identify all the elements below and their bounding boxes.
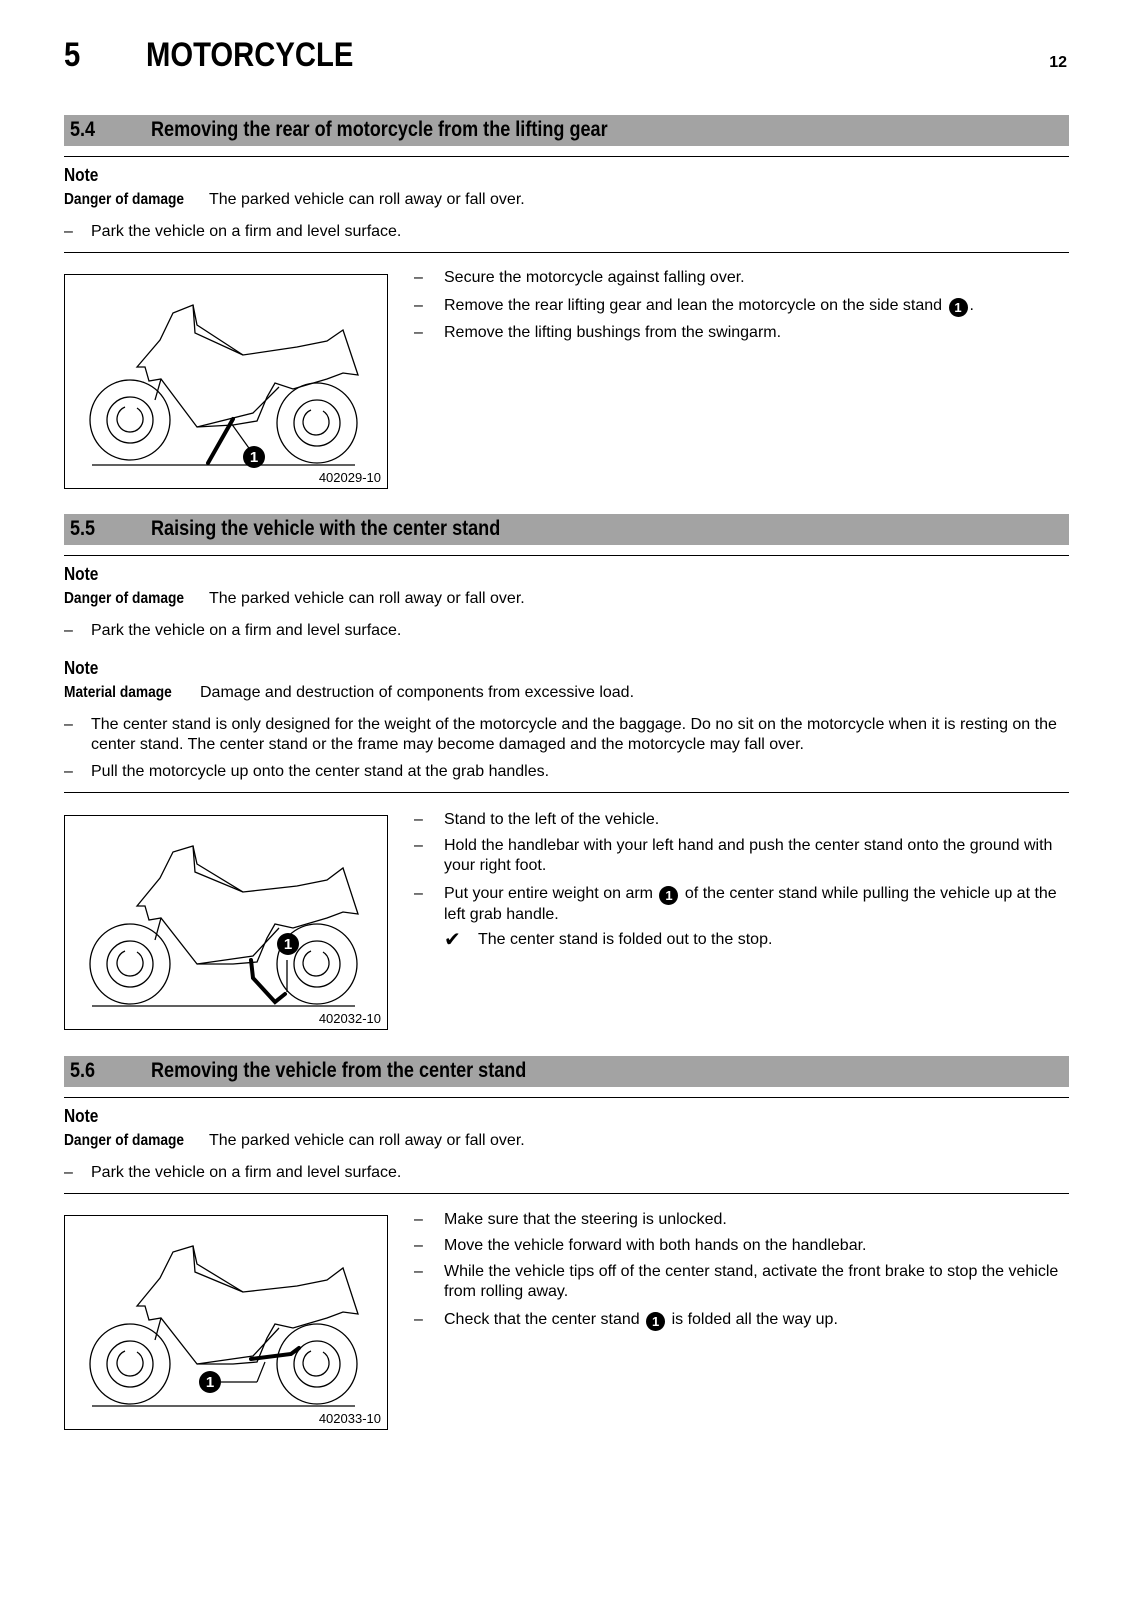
step-text: Make sure that the steering is unlocked. (444, 1211, 727, 1228)
figure-center-stand-remove (64, 1215, 388, 1430)
dash-marker: – (414, 297, 423, 314)
dash-marker: – (414, 837, 423, 854)
step-text-tail: is folded all the way up. (671, 1311, 838, 1328)
note-text: The parked vehicle can roll away or fall over. (209, 191, 525, 208)
step-item (414, 323, 1064, 343)
section-title: Removing the vehicle from the center stand (151, 1059, 527, 1082)
step-text-tail: . (969, 297, 974, 314)
dash-marker: – (414, 269, 423, 286)
step-text: Secure the motorcycle against falling over. (444, 269, 745, 286)
page-header (64, 36, 1067, 86)
step-text-with-callout (444, 296, 1064, 317)
callout-marker: 1 (249, 449, 259, 466)
note-line (64, 684, 635, 702)
section-title: Raising the vehicle with the center stand (151, 517, 501, 540)
step-text: Hold the handlebar with your left hand and push the center stand onto the ground with your right foot. (444, 837, 1053, 874)
dash-marker: – (414, 1237, 423, 1254)
step-text-with-callout (444, 884, 1064, 925)
list-item (64, 762, 1064, 782)
step-item (414, 1210, 1064, 1230)
section-number: 5.4 (70, 118, 96, 141)
dash-marker: – (414, 1211, 423, 1228)
note-line (64, 1132, 525, 1150)
callout-marker: 1 (646, 1312, 665, 1331)
step-text: Remove the rear lifting gear and lean the motorcycle on the side stand (444, 297, 943, 314)
callout-marker: 1 (205, 1374, 215, 1391)
dash-marker: – (64, 1164, 73, 1181)
list-item (64, 222, 1064, 242)
note-label: Material damage (64, 684, 172, 701)
section-heading-5-4 (64, 115, 1069, 146)
step-item (414, 1310, 1064, 1331)
step-text: Check that the center stand (444, 1311, 640, 1328)
note-line (64, 191, 525, 209)
figure-code: 402033-10 (318, 1411, 381, 1426)
dash-marker: – (414, 1263, 423, 1280)
note-line (64, 590, 525, 608)
step-item (414, 1262, 1064, 1302)
divider (64, 792, 1069, 793)
chapter-title: MOTORCYCLE (146, 36, 354, 74)
result-text: The center stand is folded out to the stop. (478, 931, 773, 948)
divider (64, 555, 1069, 556)
figure-center-stand-raise (64, 815, 388, 1030)
divider (64, 1193, 1069, 1194)
result-item (444, 930, 1064, 950)
dash-marker: – (414, 811, 423, 828)
page-number: 12 (1049, 54, 1067, 71)
dash-marker: – (64, 223, 73, 240)
chapter-number: 5 (64, 36, 81, 74)
note-heading: Note (64, 564, 99, 584)
figure-side-stand (64, 274, 388, 489)
figure-code: 402029-10 (318, 470, 381, 485)
list-item (64, 621, 1064, 641)
dash-marker: – (64, 716, 73, 733)
list-item-text: Pull the motorcycle up onto the center stand at the grab handles. (91, 763, 550, 780)
callout-marker: 1 (659, 886, 678, 905)
step-item (414, 296, 1064, 317)
note-text: The parked vehicle can roll away or fall over. (209, 590, 525, 607)
step-item (414, 810, 1064, 830)
section-heading-5-5 (64, 514, 1069, 545)
step-item (414, 268, 1064, 288)
figure-code: 402032-10 (318, 1011, 381, 1026)
note-heading: Note (64, 165, 99, 185)
checkmark-icon: ✔ (444, 929, 461, 951)
dash-marker: – (64, 763, 73, 780)
list-item-text: Park the vehicle on a firm and level surface. (91, 223, 402, 240)
callout-marker: 1 (949, 298, 968, 317)
note-label: Danger of damage (64, 1132, 185, 1149)
step-text: Remove the lifting bushings from the swingarm. (444, 324, 782, 341)
callout-marker: 1 (283, 936, 293, 953)
dash-marker: – (414, 885, 423, 902)
section-heading-5-6 (64, 1056, 1069, 1087)
divider (64, 252, 1069, 253)
dash-marker: – (64, 622, 73, 639)
note-text: Damage and destruction of components from excessive load. (200, 684, 635, 701)
step-item (414, 884, 1064, 925)
divider (64, 156, 1069, 157)
step-text: While the vehicle tips off of the center stand, activate the front brake to stop the vehicle from rolling away. (444, 1263, 1059, 1300)
list-item-text: The center stand is only designed for the weight of the motorcycle and the baggage. Do no sit on the motorcycle when it is resting on the center stand. The center stand or the frame may become damaged and the motorcycle may fall over. (91, 716, 1057, 753)
note-text: The parked vehicle can roll away or fall over. (209, 1132, 525, 1149)
motorcycle-side-stand-illustration (65, 275, 389, 490)
step-text: Move the vehicle forward with both hands on the handlebar. (444, 1237, 867, 1254)
motorcycle-center-stand-illustration (65, 816, 389, 1031)
section-number: 5.5 (70, 517, 96, 540)
list-item-text: Park the vehicle on a firm and level surface. (91, 622, 402, 639)
list-item (64, 1163, 1064, 1183)
step-text-tail: of the center stand while pulling the vehicle up at the left grab handle. (444, 885, 1057, 923)
note-label: Danger of damage (64, 590, 185, 607)
step-item (414, 1236, 1064, 1256)
step-text: Stand to the left of the vehicle. (444, 811, 660, 828)
dash-marker: – (414, 1311, 423, 1328)
divider (64, 1097, 1069, 1098)
motorcycle-stand-folded-illustration (65, 1216, 389, 1431)
note-label: Danger of damage (64, 191, 185, 208)
step-text: Put your entire weight on arm (444, 885, 653, 902)
dash-marker: – (414, 324, 423, 341)
step-item (414, 836, 1064, 876)
note-heading: Note (64, 1106, 99, 1126)
list-item-text: Park the vehicle on a firm and level surface. (91, 1164, 402, 1181)
note-heading: Note (64, 658, 99, 678)
section-title: Removing the rear of motorcycle from the lifting gear (151, 118, 608, 141)
list-item (64, 715, 1064, 755)
step-text-with-callout (444, 1310, 1064, 1331)
section-number: 5.6 (70, 1059, 96, 1082)
